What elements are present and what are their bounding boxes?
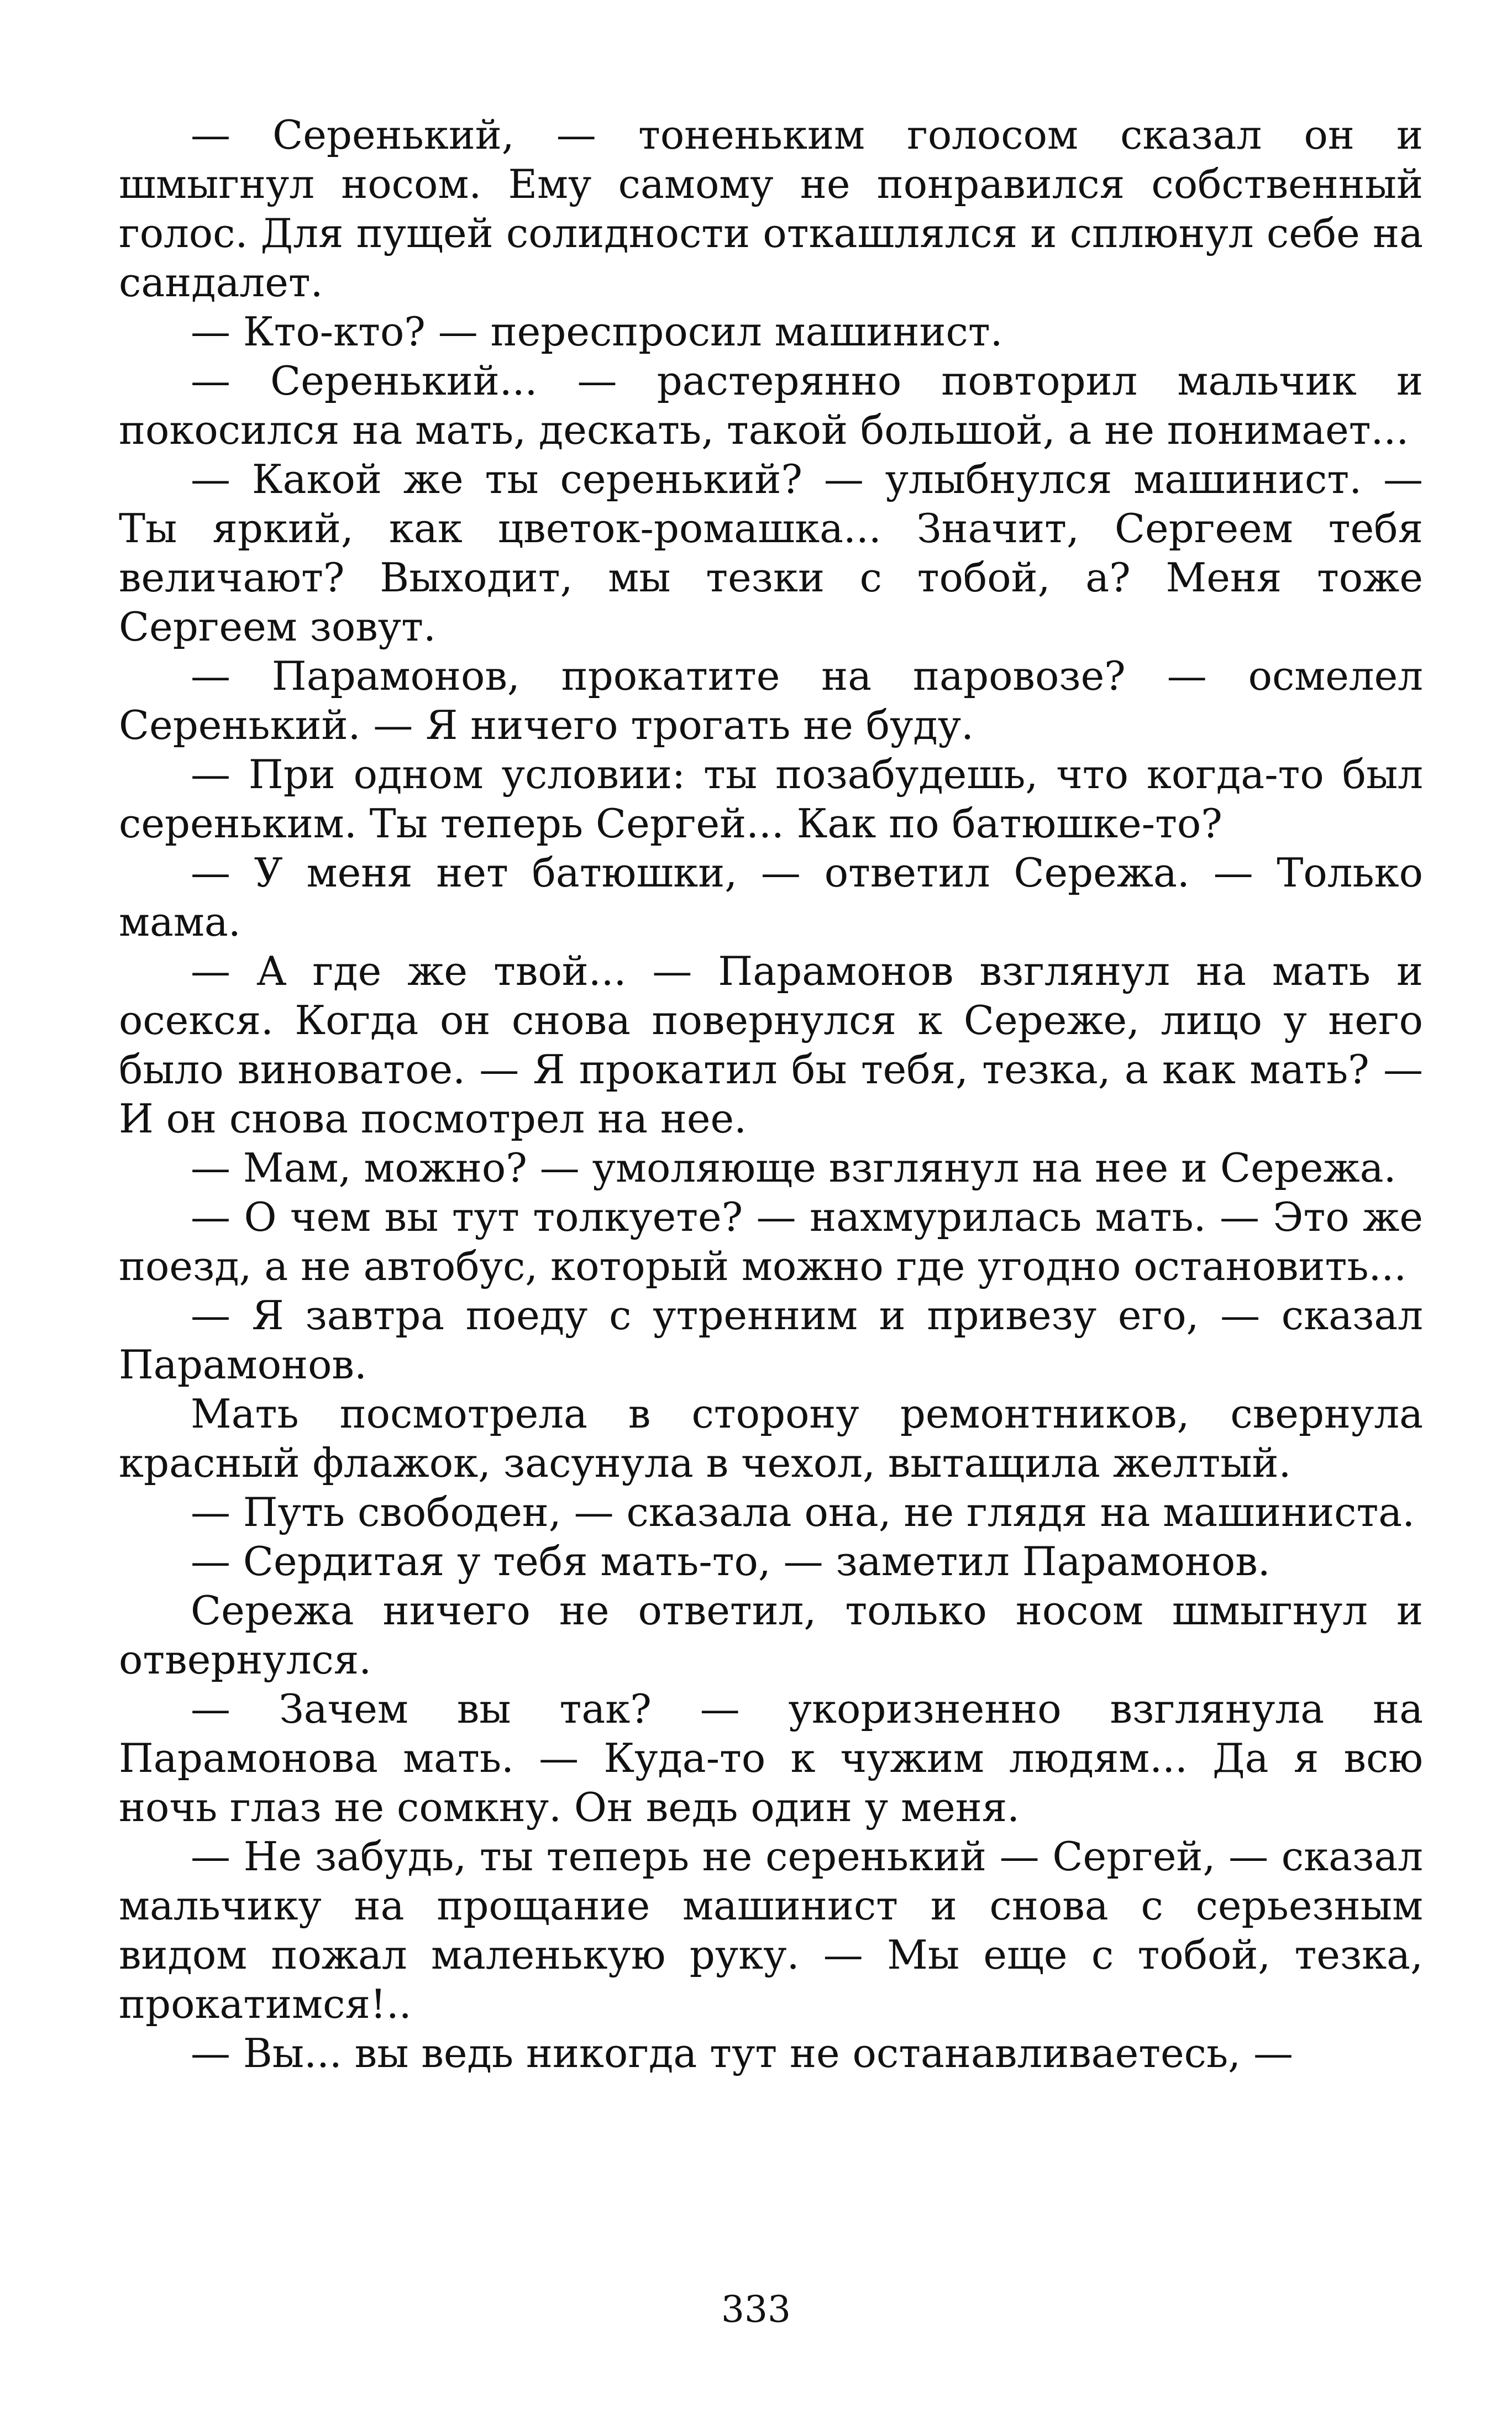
- paragraph: — Серенький, — тоненьким голосом сказал он и шмыгнул носом. Ему самому не понравился собственный голос. Для пущей солидности откашлялся и сплюнул себе на сандалет.: [119, 112, 1423, 306]
- paragraph: — Какой же ты серенький? — улыбнулся машинист. — Ты яркий, как цветок-ромашка... Значит, Сергеем тебя величают? Выходит, мы тезки с тобой, а? Меня тоже Сергеем зовут.: [119, 456, 1423, 650]
- paragraph: — Сердитая у тебя мать-то, — заметил Парамонов.: [191, 1538, 1271, 1585]
- paragraph: — Мам, можно? — умоляюще взглянул на нее и Сережа.: [191, 1145, 1397, 1191]
- paragraph: Мать посмотрела в сторону ремонтников, свернула красный флажок, засунула в чехол, вытащила желтый.: [119, 1391, 1423, 1486]
- paragraph: — У меня нет батюшки, — ответил Сережа. — Только мама.: [119, 849, 1423, 945]
- paragraph: — Не забудь, ты теперь не серенький — Сергей, — сказал мальчику на прощание машинист и снова с серьезным видом пожал маленькую руку. — Мы еще с тобой, тезка, прокатимся!..: [119, 1833, 1423, 2027]
- paragraph: — Парамонов, прокатите на паровозе? — осмелел Серенький. — Я ничего трогать не буду.: [119, 653, 1423, 748]
- paragraph: — Зачем вы так? — укоризненно взглянула на Парамонова мать. — Куда-то к чужим людям... Да я всю ночь глаз не сомкну. Он ведь один у меня.: [119, 1686, 1423, 1830]
- paragraph: — А где же твой... — Парамонов взглянул на мать и осекся. Когда он снова повернулся к Сереже, лицо у него было виноватое. — Я прокатил бы тебя, тезка, а как мать? — И он снова посмотрел на нее.: [119, 948, 1423, 1142]
- page-number: 333: [721, 2288, 791, 2331]
- paragraph: — Вы... вы ведь никогда тут не останавливаетесь, —: [191, 2030, 1293, 2076]
- paragraph: — Кто-кто? — переспросил машинист.: [191, 308, 1003, 355]
- paragraph: — Я завтра поеду с утренним и привезу его, — сказал Парамонов.: [119, 1292, 1423, 1388]
- body-text: [119, 111, 1423, 2078]
- paragraph: — При одном условии: ты позабудешь, что когда-то был сереньким. Ты теперь Сергей... Как по батюшке-то?: [119, 751, 1423, 847]
- paragraph: — Путь свободен, — сказала она, не глядя на машиниста.: [191, 1489, 1415, 1535]
- paragraph: Сережа ничего не ответил, только носом шмыгнул и отвернулся.: [119, 1587, 1423, 1683]
- paragraph: — Серенький... — растерянно повторил мальчик и покосился на мать, дескать, такой большой, а не понимает...: [119, 358, 1423, 453]
- paragraph: — О чем вы тут толкуете? — нахмурилась мать. — Это же поезд, а не автобус, который можно где угодно остановить...: [119, 1194, 1423, 1289]
